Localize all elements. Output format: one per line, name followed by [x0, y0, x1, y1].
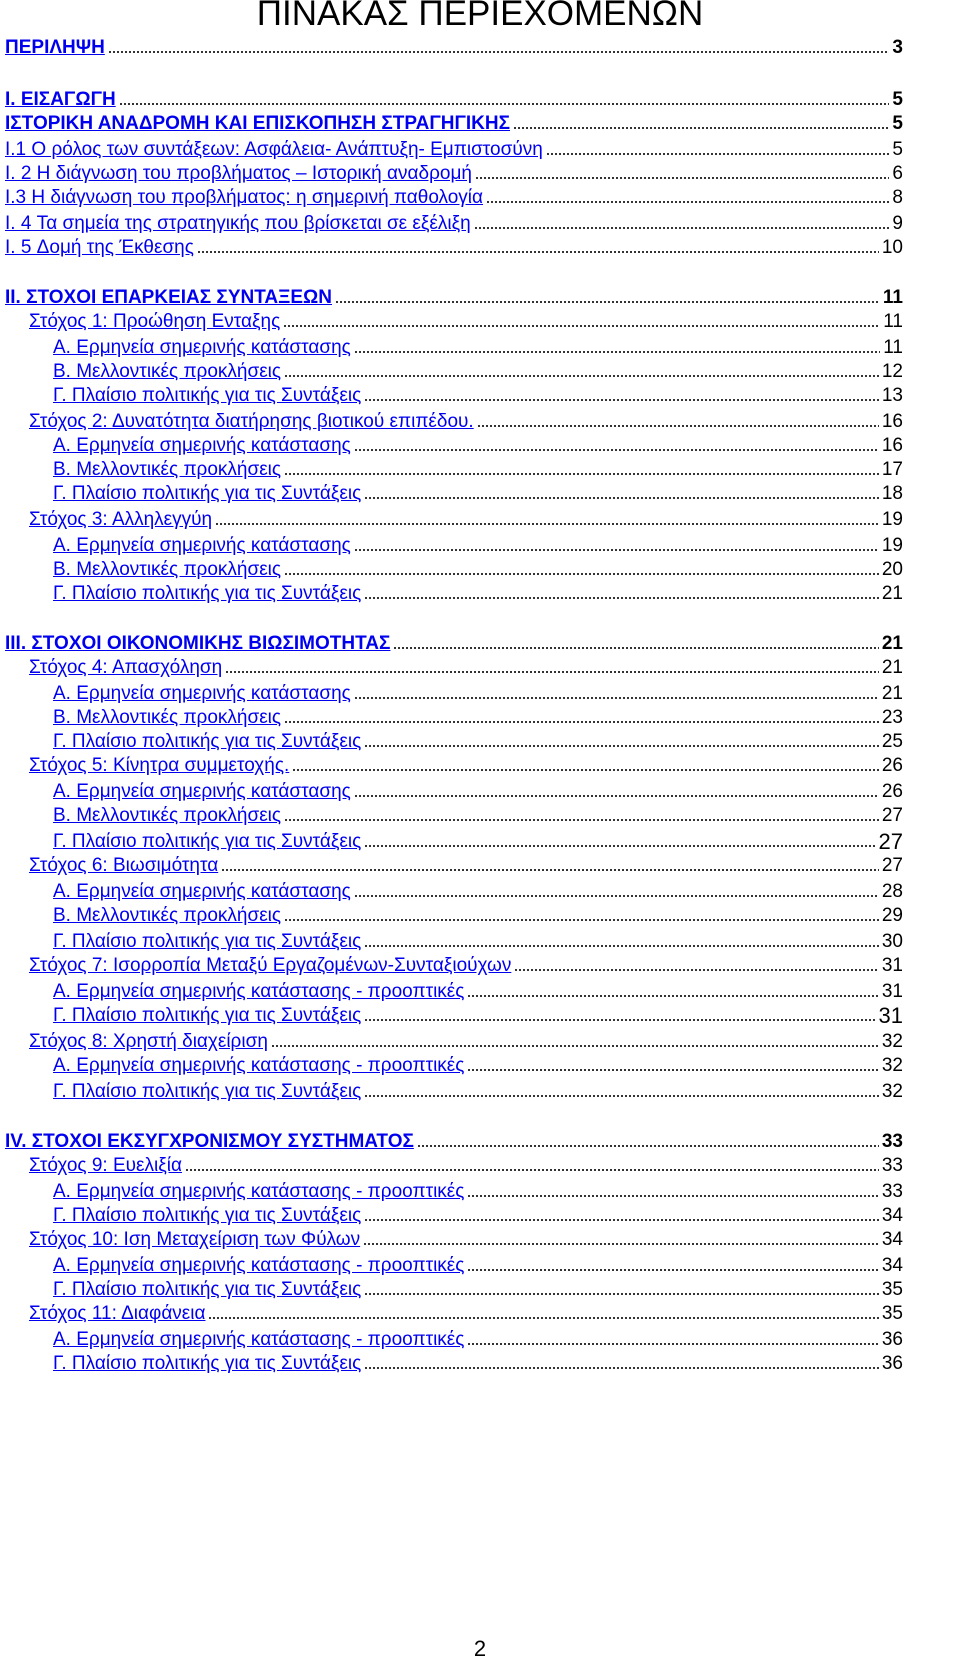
dot-leader	[225, 671, 879, 673]
toc-entry[interactable]	[29, 1224, 903, 1250]
toc-entry-page: 17	[881, 459, 903, 480]
dot-leader	[354, 795, 879, 797]
dot-leader	[467, 995, 878, 997]
dot-leader	[185, 1169, 879, 1171]
toc-entry-page: 21	[881, 583, 903, 604]
toc-entry[interactable]	[5, 208, 903, 234]
toc-entry-page: 19	[881, 509, 903, 530]
toc-entry-page: 32	[881, 1031, 903, 1052]
toc-entry[interactable]	[53, 1250, 903, 1276]
toc-entry[interactable]	[53, 530, 903, 556]
toc-entry[interactable]	[53, 1274, 903, 1300]
toc-entry[interactable]	[5, 32, 903, 58]
toc-entry-page: 25	[881, 731, 903, 752]
toc-entry-page: 27	[881, 855, 903, 876]
toc-entry-label[interactable]: Στόχος 11: Διαφάνεια	[29, 1303, 206, 1324]
toc-entry-page: 33	[881, 1155, 903, 1176]
toc-entry-label[interactable]: Στόχος 10: Ιση Μεταχείριση των Φύλων	[29, 1229, 361, 1250]
toc-entry-page: 36	[881, 1329, 903, 1350]
dot-leader	[364, 745, 879, 747]
toc-entry-page: 13	[881, 385, 903, 406]
toc-entry-label[interactable]: III. ΣΤΟΧΟΙ ΟΙΚΟΝΟΜΙΚΗΣ ΒΙΩΣΙΜΟΤΗΤΑΣ	[5, 633, 391, 654]
dot-leader	[284, 919, 879, 921]
dot-leader	[486, 201, 889, 203]
toc-entry[interactable]	[53, 800, 903, 826]
toc-entry-page: 21	[881, 683, 903, 704]
toc-entry[interactable]	[53, 678, 903, 704]
toc-entry-page: 31	[878, 1003, 903, 1028]
toc-entry[interactable]	[5, 84, 903, 110]
dot-leader	[284, 573, 879, 575]
toc-entry-label[interactable]: Α. Ερμηνεία σημερινής κατάστασης	[53, 435, 351, 456]
toc-entry-page: 18	[881, 483, 903, 504]
toc-entry-label[interactable]: Γ. Πλαίσιο πολιτικής για τις Συντάξεις	[53, 1005, 362, 1026]
toc-entry-page: 33	[881, 1181, 903, 1202]
toc-entry[interactable]	[53, 876, 903, 902]
toc-entry[interactable]	[5, 158, 903, 184]
toc-entry[interactable]	[53, 726, 903, 752]
toc-entry-label[interactable]: Β. Μελλοντικές προκλήσεις	[53, 459, 282, 480]
toc-entry[interactable]	[5, 232, 903, 258]
toc-entry[interactable]	[5, 108, 903, 134]
dot-leader	[513, 127, 889, 129]
toc-entry-label[interactable]: Γ. Πλαίσιο πολιτικής για τις Συντάξεις	[53, 583, 362, 604]
toc-entry-page: 9	[892, 213, 903, 234]
toc-entry[interactable]	[53, 1324, 903, 1350]
toc-entry[interactable]	[53, 554, 903, 580]
dot-leader	[354, 351, 880, 353]
toc-entry-label[interactable]: Στόχος 3: Αλληλεγγύη	[29, 509, 213, 530]
toc-entry-page: 6	[892, 163, 903, 184]
dot-leader	[284, 375, 879, 377]
toc-entry-label[interactable]: Α. Ερμηνεία σημερινής κατάστασης - προοπτικές	[53, 1181, 465, 1202]
dot-leader	[546, 153, 890, 155]
toc-entry-page: 29	[881, 905, 903, 926]
dot-leader	[364, 597, 879, 599]
toc-entry-label[interactable]: IV. ΣΤΟΧΟΙ ΕΚΣΥΓΧΡΟΝΙΣΜΟΥ ΣΥΣΤΗΜΑΤΟΣ	[5, 1131, 414, 1152]
toc-entry-page: 27	[878, 829, 903, 854]
toc-entry-label[interactable]: I.1 Ο ρόλος των συντάξεων: Ασφάλεια- Ανάπτυξη- Εμπιστοσύνη	[5, 139, 543, 160]
toc-entry-label[interactable]: Α. Ερμηνεία σημερινής κατάστασης - προοπτικές	[53, 1255, 465, 1276]
toc-entry[interactable]	[53, 478, 903, 504]
toc-entry-label[interactable]: I. 4 Τα σημεία της στρατηγικής που βρίσκεται σε εξέλιξη	[5, 213, 471, 234]
toc-entry[interactable]	[29, 406, 903, 432]
toc-entry[interactable]	[53, 776, 903, 802]
toc-entry-label[interactable]: ΙΣΤΟΡΙΚΗ ΑΝΑΔΡΟΜΗ ΚΑΙ ΕΠΙΣΚΟΠΗΣΗ ΣΤΡΑΓΗΓΙΚΗΣ	[5, 113, 511, 134]
dot-leader	[417, 1145, 879, 1147]
dot-leader	[221, 869, 879, 871]
dot-leader	[335, 301, 880, 303]
toc-entry-page: 5	[892, 89, 903, 110]
toc-entry-label[interactable]: Γ. Πλαίσιο πολιτικής για τις Συντάξεις	[53, 931, 362, 952]
toc-entry-label[interactable]: I. 2 Η διάγνωση του προβλήματος – Ιστορική αναδρομή	[5, 163, 472, 184]
toc-entry-label[interactable]: Στόχος 5: Κίνητρα συμμετοχής.	[29, 755, 290, 776]
toc-entry-label[interactable]: Γ. Πλαίσιο πολιτικής για τις Συντάξεις	[53, 1081, 362, 1102]
toc-entry[interactable]	[29, 1298, 903, 1324]
toc-entry[interactable]	[29, 950, 903, 976]
toc-entry-label[interactable]: Α. Ερμηνεία σημερινής κατάστασης - προοπτικές	[53, 1329, 465, 1350]
toc-entry-page: 23	[881, 707, 903, 728]
toc-entry-label[interactable]: Α. Ερμηνεία σημερινής κατάστασης	[53, 683, 351, 704]
toc-entry-page: 36	[881, 1353, 903, 1374]
dot-leader	[363, 1243, 879, 1245]
dot-leader	[292, 769, 879, 771]
toc-entry[interactable]	[5, 1126, 903, 1152]
toc-entry-label[interactable]: Γ. Πλαίσιο πολιτικής για τις Συντάξεις	[53, 731, 362, 752]
toc-entry-label[interactable]: Α. Ερμηνεία σημερινής κατάστασης	[53, 337, 351, 358]
toc-entry-page: 32	[881, 1055, 903, 1076]
toc-entry-label[interactable]: I.3 Η διάγνωση του προβλήματος: η σημερινή παθολογία	[5, 187, 484, 208]
dot-leader	[477, 425, 879, 427]
dot-leader	[354, 449, 879, 451]
toc-entry[interactable]	[53, 1200, 903, 1226]
toc-entry[interactable]	[53, 976, 903, 1002]
toc-entry[interactable]	[53, 702, 903, 728]
toc-entry[interactable]	[53, 1076, 903, 1102]
toc-entry-page: 10	[881, 237, 903, 258]
toc-entry-label[interactable]: Γ. Πλαίσιο πολιτικής για τις Συντάξεις	[53, 1205, 362, 1226]
dot-leader	[364, 945, 879, 947]
dot-leader	[271, 1045, 879, 1047]
toc-entry-label[interactable]: Β. Μελλοντικές προκλήσεις	[53, 361, 282, 382]
toc-entry-page: 16	[881, 411, 903, 432]
toc-entry[interactable]	[29, 1150, 903, 1176]
toc-entry-label[interactable]: I. 5 Δομή της Έκθεσης	[5, 237, 194, 258]
dot-leader	[467, 1343, 878, 1345]
toc-entry[interactable]	[53, 826, 903, 852]
dot-leader	[284, 819, 879, 821]
toc-entry-label[interactable]: Α. Ερμηνεία σημερινής κατάστασης	[53, 535, 351, 556]
toc-entry-page: 5	[892, 113, 903, 134]
toc-entry-label[interactable]: Γ. Πλαίσιο πολιτικής για τις Συντάξεις	[53, 483, 362, 504]
toc-entry-label[interactable]: Α. Ερμηνεία σημερινής κατάστασης - προοπτικές	[53, 981, 465, 1002]
dot-leader	[467, 1069, 878, 1071]
dot-leader	[364, 497, 879, 499]
toc-entry-page: 28	[881, 881, 903, 902]
toc-entry[interactable]	[5, 134, 903, 160]
dot-leader	[283, 325, 880, 327]
toc-entry[interactable]	[53, 332, 903, 358]
toc-entry-page: 30	[881, 931, 903, 952]
toc-entry-page: 34	[881, 1205, 903, 1226]
dot-leader	[354, 549, 879, 551]
toc-entry[interactable]	[53, 356, 903, 382]
dot-leader	[284, 721, 879, 723]
dot-leader	[475, 177, 889, 179]
toc-entry[interactable]	[29, 1026, 903, 1052]
toc-entry[interactable]	[53, 430, 903, 456]
dot-leader	[284, 473, 879, 475]
toc-entry-page: 31	[881, 955, 903, 976]
dot-leader	[354, 895, 879, 897]
toc-entry-label[interactable]: Γ. Πλαίσιο πολιτικής για τις Συντάξεις	[53, 1353, 362, 1374]
dot-leader	[393, 647, 878, 649]
toc-entry-label[interactable]: Στόχος 8: Χρηστή διαχείριση	[29, 1031, 268, 1052]
dot-leader	[364, 845, 875, 847]
dot-leader	[215, 523, 879, 525]
toc-entry-label[interactable]: Β. Μελλοντικές προκλήσεις	[53, 707, 282, 728]
toc-entry-page: 26	[881, 755, 903, 776]
toc-entry-label[interactable]: I. ΕΙΣΑΓΩΓΗ	[5, 89, 116, 110]
toc-entry-page: 21	[881, 633, 903, 654]
toc-entry-page: 34	[881, 1229, 903, 1250]
toc-entry[interactable]	[53, 1176, 903, 1202]
dot-leader	[364, 399, 879, 401]
toc-entry-page: 19	[881, 535, 903, 556]
toc-entry-page: 31	[881, 981, 903, 1002]
toc-entry[interactable]	[53, 380, 903, 406]
toc-entry-label[interactable]: ΠΕΡΙΛΗΨΗ	[5, 37, 105, 58]
dot-leader	[364, 1219, 879, 1221]
toc-entry-label[interactable]: II. ΣΤΟΧΟΙ ΕΠΑΡΚΕΙΑΣ ΣΥΝΤΑΞΕΩΝ	[5, 287, 332, 308]
toc-entry-label[interactable]: Γ. Πλαίσιο πολιτικής για τις Συντάξεις	[53, 385, 362, 406]
toc-entry-page: 11	[882, 287, 903, 308]
toc-entry[interactable]	[29, 306, 903, 332]
toc-entry[interactable]	[53, 926, 903, 952]
toc-entry-label[interactable]: Β. Μελλοντικές προκλήσεις	[53, 559, 282, 580]
toc-entry-label[interactable]: Α. Ερμηνεία σημερινής κατάστασης	[53, 781, 351, 802]
toc-entry-page: 8	[892, 187, 903, 208]
toc-entry[interactable]	[5, 282, 903, 308]
dot-leader	[354, 697, 879, 699]
dot-leader	[208, 1317, 878, 1319]
toc-entry-page: 35	[881, 1303, 903, 1324]
toc-entry-label[interactable]: Γ. Πλαίσιο πολιτικής για τις Συντάξεις	[53, 831, 362, 852]
toc-entry-page: 11	[883, 337, 903, 358]
toc-entry[interactable]	[29, 504, 903, 530]
toc-entry-page: 16	[881, 435, 903, 456]
toc-entry[interactable]	[29, 652, 903, 678]
toc-entry-label[interactable]: Στόχος 4: Απασχόληση	[29, 657, 223, 678]
dot-leader	[364, 1293, 879, 1295]
toc-entry-page: 5	[892, 139, 903, 160]
toc-entry-label[interactable]: Στόχος 9: Ευελιξία	[29, 1155, 182, 1176]
toc-entry-page: 3	[892, 37, 903, 58]
toc-entry-page: 26	[881, 781, 903, 802]
toc-entry-label[interactable]: Στόχος 6: Βιωσιμότητα	[29, 855, 219, 876]
dot-leader	[108, 51, 890, 53]
dot-leader	[119, 103, 890, 105]
dot-leader	[197, 251, 879, 253]
toc-entry-page: 11	[883, 311, 903, 332]
toc-entry[interactable]	[53, 900, 903, 926]
dot-leader	[467, 1195, 878, 1197]
toc-entry-page: 21	[881, 657, 903, 678]
toc-entry-label[interactable]: Στόχος 1: Προώθηση Ενταξης	[29, 311, 281, 332]
dot-leader	[514, 969, 879, 971]
toc-entry-label[interactable]: Στόχος 7: Ισορροπία Μεταξύ Εργαζομένων-Συνταξιούχων	[29, 955, 512, 976]
dot-leader	[364, 1095, 879, 1097]
toc-entry[interactable]	[53, 454, 903, 480]
dot-leader	[467, 1269, 878, 1271]
toc-entry-page: 20	[881, 559, 903, 580]
toc-entry-label[interactable]: Α. Ερμηνεία σημερινής κατάστασης	[53, 881, 351, 902]
toc-entry-page: 33	[881, 1131, 903, 1152]
toc-entry[interactable]	[53, 1000, 903, 1026]
page-number: 2	[473, 1636, 487, 1661]
toc-entry[interactable]	[53, 1050, 903, 1076]
toc-entry-page: 35	[881, 1279, 903, 1300]
toc-entry-page: 32	[881, 1081, 903, 1102]
toc-entry[interactable]	[29, 850, 903, 876]
toc-entry[interactable]	[5, 182, 903, 208]
toc-entry-label[interactable]: Στόχος 2: Δυνατότητα διατήρησης βιοτικού επιπέδου.	[29, 411, 474, 432]
toc-entry-page: 12	[881, 361, 903, 382]
toc-entry[interactable]	[5, 628, 903, 654]
toc-entry-page: 34	[881, 1255, 903, 1276]
toc-entry-page: 27	[881, 805, 903, 826]
page-title: ΠΙΝΑΚΑΣ ΠΕΡΙΕΧΟΜΕΝΩΝ	[256, 0, 704, 33]
toc-entry-label[interactable]: Β. Μελλοντικές προκλήσεις	[53, 805, 282, 826]
toc-entry[interactable]	[29, 750, 903, 776]
dot-leader	[474, 227, 890, 229]
toc-entry-label[interactable]: Γ. Πλαίσιο πολιτικής για τις Συντάξεις	[53, 1279, 362, 1300]
toc-entry[interactable]	[53, 578, 903, 604]
toc-entry-label[interactable]: Β. Μελλοντικές προκλήσεις	[53, 905, 282, 926]
dot-leader	[364, 1367, 879, 1369]
toc-entry[interactable]	[53, 1348, 903, 1374]
toc-entry-label[interactable]: Α. Ερμηνεία σημερινής κατάστασης - προοπτικές	[53, 1055, 465, 1076]
dot-leader	[364, 1019, 875, 1021]
